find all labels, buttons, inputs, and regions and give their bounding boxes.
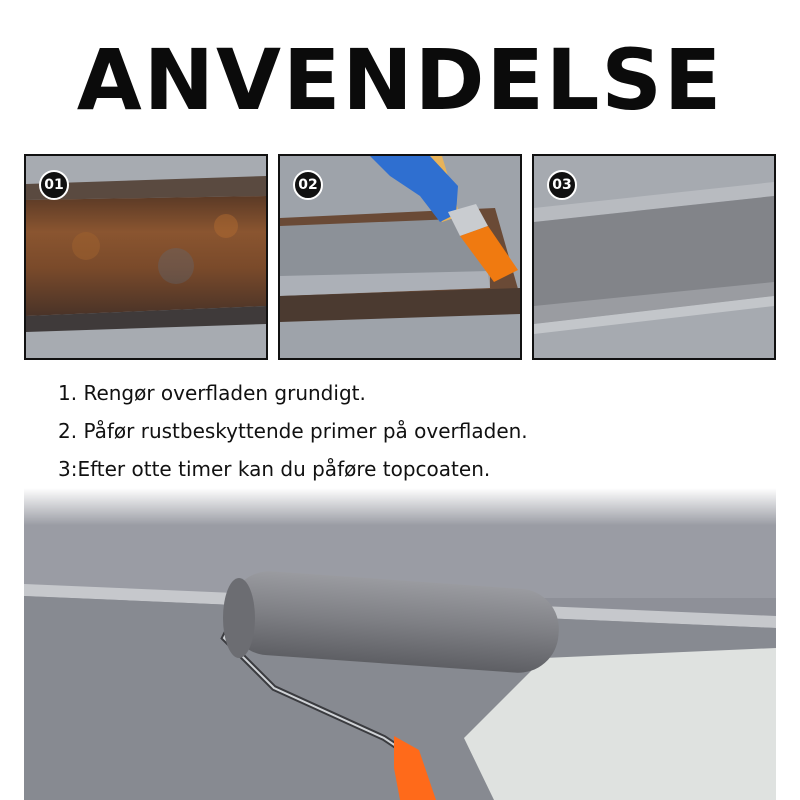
instruction-list — [58, 378, 528, 492]
instruction-step-3: 3:Efter otte timer kan du påføre topcoaten. — [58, 457, 491, 481]
page-title: ANVENDELSE — [76, 31, 724, 129]
step-badge: 03 — [547, 170, 577, 200]
step-badge: 02 — [293, 170, 323, 200]
instruction-step-1: 1. Rengør overfladen grundigt. — [58, 381, 366, 405]
step-image-2 — [278, 154, 522, 360]
paint-roller-illustration — [24, 488, 776, 800]
step-image-3 — [532, 154, 776, 360]
roller-application-image — [24, 488, 776, 800]
instruction-step-2: 2. Påfør rustbeskyttende primer på overfladen. — [58, 419, 528, 443]
step-badge: 01 — [39, 170, 69, 200]
step-image-1 — [24, 154, 268, 360]
